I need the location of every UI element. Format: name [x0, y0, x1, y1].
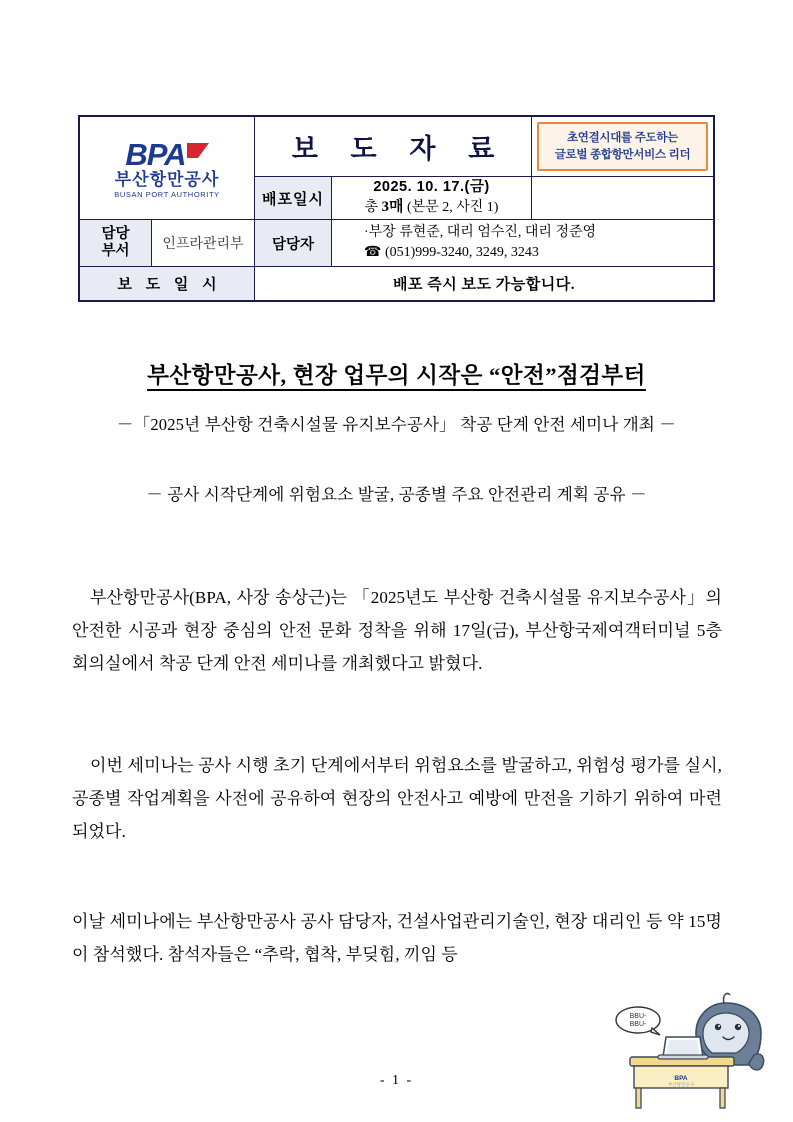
article-headline: 부산항만공사, 현장 업무의 시작은 “안전”점검부터: [147, 363, 646, 388]
distribute-date-label: 배포일시: [255, 177, 332, 220]
slogan-line-2: 글로벌 종합항만서비스 리더: [554, 148, 691, 161]
dept-label-line1: 담당: [101, 226, 130, 243]
slogan-box: [537, 122, 708, 171]
distribute-date-value-cell: [332, 177, 532, 220]
mascot-illustration: [608, 985, 768, 1115]
dept-value: 인프라관리부: [152, 220, 255, 267]
logo-bpa-letters: BPA: [125, 136, 186, 172]
speech-bubble-icon: [616, 1007, 660, 1035]
page-count-prefix: 총: [364, 200, 382, 216]
logo-triangle-icon: [187, 143, 209, 158]
manager-label: 담당자: [255, 220, 332, 267]
svg-text:부산항만공사: 부산항만공사: [667, 1082, 695, 1087]
publish-value: 배포 즉시 보도 가능합니다.: [393, 277, 575, 293]
svg-text:BPA: BPA: [674, 1075, 688, 1082]
header-row-publish: [80, 267, 713, 300]
dept-label-line2: 부서: [101, 243, 130, 259]
dept-label: [80, 220, 152, 267]
page-count-suffix: (본문 2, 사진 1): [403, 200, 499, 216]
page-count-value: [365, 197, 499, 218]
paragraph-2-text: 이번 세미나는 공사 시행 초기 단계에서부터 위험요소를 발굴하고, 위험성 평가를 실시, 공종별 작업계획을 사전에 공유하여 현장의 안전사고 예방에 만전을 기하기 위하여 마련되었다.: [72, 756, 722, 841]
page-count-number: 3매: [381, 199, 404, 216]
manager-names: ·부장 류현준, 대리 엄수진, 대리 정준영: [364, 225, 597, 241]
slogan-line-1: 초연결시대를 주도하는: [567, 131, 678, 144]
manager-value-cell: [332, 220, 713, 267]
manager-phone: ☎ (051)999-3240, 3249, 3243: [364, 245, 539, 260]
distribute-date-value: 2025. 10. 17.(금): [373, 178, 490, 195]
laptop-icon: [658, 1037, 708, 1059]
svg-text:BBU-: BBU-: [629, 1021, 647, 1028]
header-row-manager: [80, 220, 713, 267]
page-number: - 1 -: [379, 1073, 414, 1088]
logo-english-name: BUSAN PORT AUTHORITY: [114, 190, 220, 200]
svg-text:BBU-: BBU-: [629, 1013, 647, 1020]
article-subheadline-1: －「2025년 부산항 건축시설물 유지보수공사」 착공 단계 안전 세미나 개최 －: [116, 415, 677, 434]
slogan-spacer-cell: [532, 177, 713, 220]
slogan-box-container: [532, 117, 713, 177]
article-paragraph-3: [72, 906, 722, 972]
paragraph-3-text: 이날 세미나에는 부산항만공사 공사 담당자, 건설사업관리기술인, 현장 대리인 등 약 15명이 참석했다. 참석자들은 “추락, 협착, 부딪힘, 끼임 등: [72, 912, 722, 964]
bpa-logo: [80, 117, 255, 220]
paragraph-1-text: 부산항만공사(BPA, 사장 송상근)는 「2025년도 부산항 건축시설물 유지보수공사」의 안전한 시공과 현장 중심의 안전 문화 정착을 위해 17일(금), 부산항국제여객터미널 5층 회의실에서 착공 단계 안전 세미나를 개최했다고 밝혔다.: [72, 588, 722, 673]
logo-brand-text: [125, 136, 208, 172]
document-title: 보 도 자 료: [255, 117, 532, 177]
article-paragraph-2: [72, 750, 722, 848]
publish-label: 보 도 일 시: [80, 267, 255, 300]
article-subheadline-2: － 공사 시작단계에 위험요소 발굴, 공종별 주요 안전관리 계획 공유 －: [146, 485, 647, 504]
article-paragraph-1: [72, 582, 722, 680]
logo-korean-name: 부산항만공사: [114, 169, 220, 189]
desk-icon: [630, 1057, 734, 1108]
press-release-header-table: [78, 115, 715, 302]
